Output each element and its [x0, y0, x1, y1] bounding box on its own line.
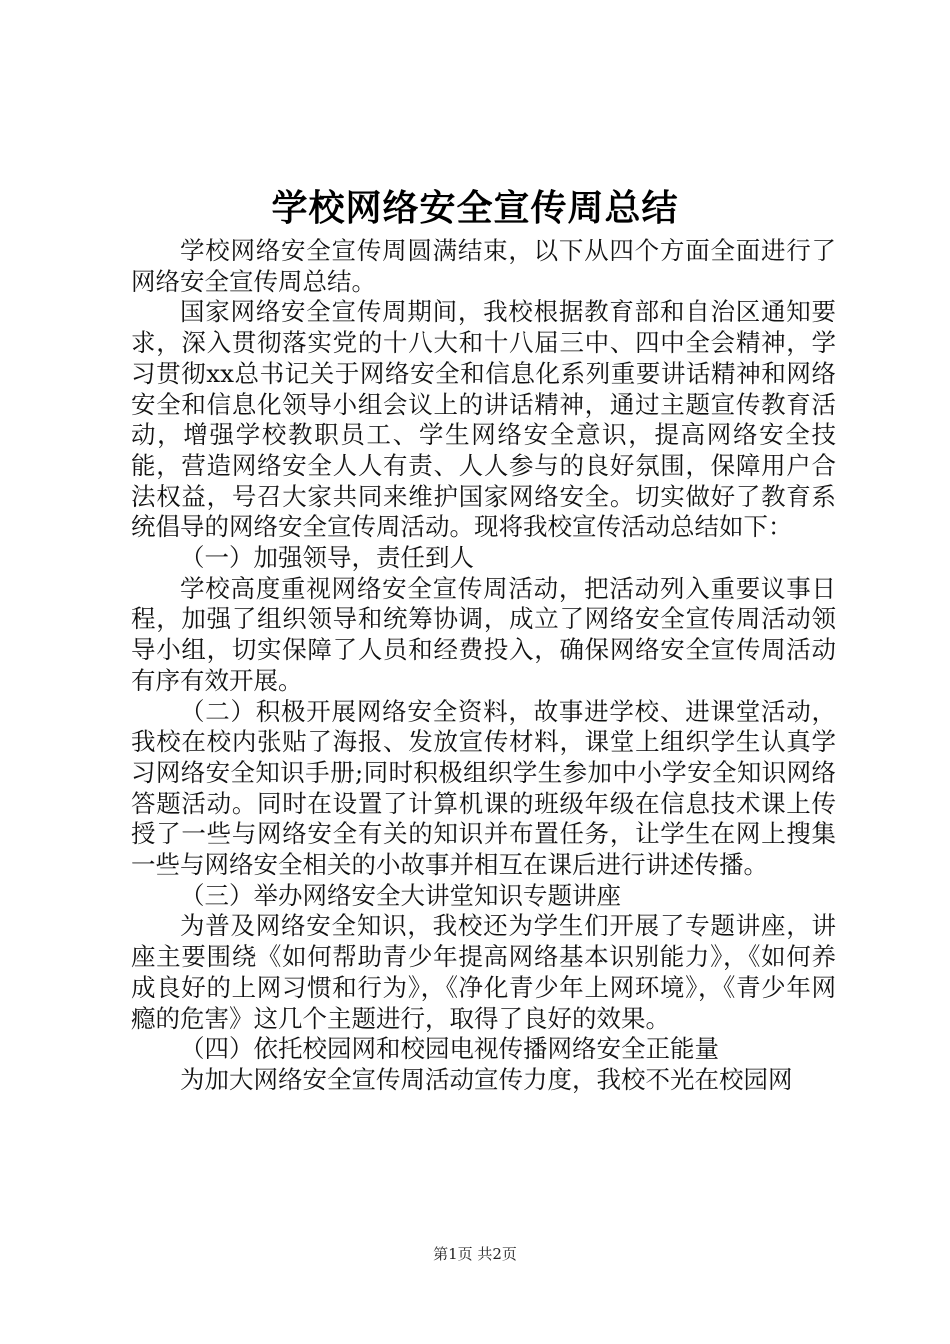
document-body: [131, 236, 836, 1096]
paragraph-section-1: 学校高度重视网络安全宣传周活动，把活动列入重要议事日程，加强了组织领导和统筹协调，成立了网络安全宣传周活动领导小组，切实保障了人员和经费投入，确保网络安全宣传周活动有序有效开展。: [131, 573, 836, 695]
paragraph-section-2: （二）积极开展网络安全资料，故事进学校、进课堂活动，我校在校内张贴了海报、发放宣传材料，课堂上组织学生认真学习网络安全知识手册;同时积极组织学生参加中小学安全知识网络答题活动。同时在设置了计算机课的班级年级在信息技术课上传授了一些与网络安全有关的知识并布置任务，让学生在网上搜集一些与网络安全相关的小故事并相互在课后进行讲述传播。: [131, 696, 836, 880]
paragraph-overview: 国家网络安全宣传周期间，我校根据教育部和自治区通知要求，深入贯彻落实党的十八大和十八届三中、四中全会精神，学习贯彻xx总书记关于网络安全和信息化系列重要讲话精神和网络安全和信息化领导小组会议上的讲话精神，通过主题宣传教育活动，增强学校教职员工、学生网络安全意识，提高网络安全技能，营造网络安全人人有责、人人参与的良好氛围，保障用户合法权益，号召大家共同来维护国家网络安全。切实做好了教育系统倡导的网络安全宣传周活动。现将我校宣传活动总结如下：: [131, 297, 836, 542]
section-heading-3: （三）举办网络安全大讲堂知识专题讲座: [180, 880, 621, 910]
paragraph-section-3: 为普及网络安全知识，我校还为学生们开展了专题讲座，讲座主要围绕《如何帮助青少年提高网络基本识别能力》，《如何养成良好的上网习惯和行为》，《净化青少年上网环境》，《青少年网瘾的危害》这几个主题进行，取得了良好的效果。: [131, 911, 836, 1033]
paragraph-section-4: 为加大网络安全宣传周活动宣传力度，我校不光在校园网: [180, 1064, 793, 1094]
document-title: 学校网络安全宣传周总结: [271, 187, 679, 229]
section-heading-1: （一）加强领导，责任到人: [180, 543, 474, 573]
page-number-footer: 第1页 共2页: [433, 1245, 517, 1263]
section-heading-4: （四）依托校园网和校园电视传播网络安全正能量: [180, 1034, 719, 1064]
paragraph-intro: 学校网络安全宣传周圆满结束，以下从四个方面全面进行了网络安全宣传周总结。: [131, 236, 836, 296]
